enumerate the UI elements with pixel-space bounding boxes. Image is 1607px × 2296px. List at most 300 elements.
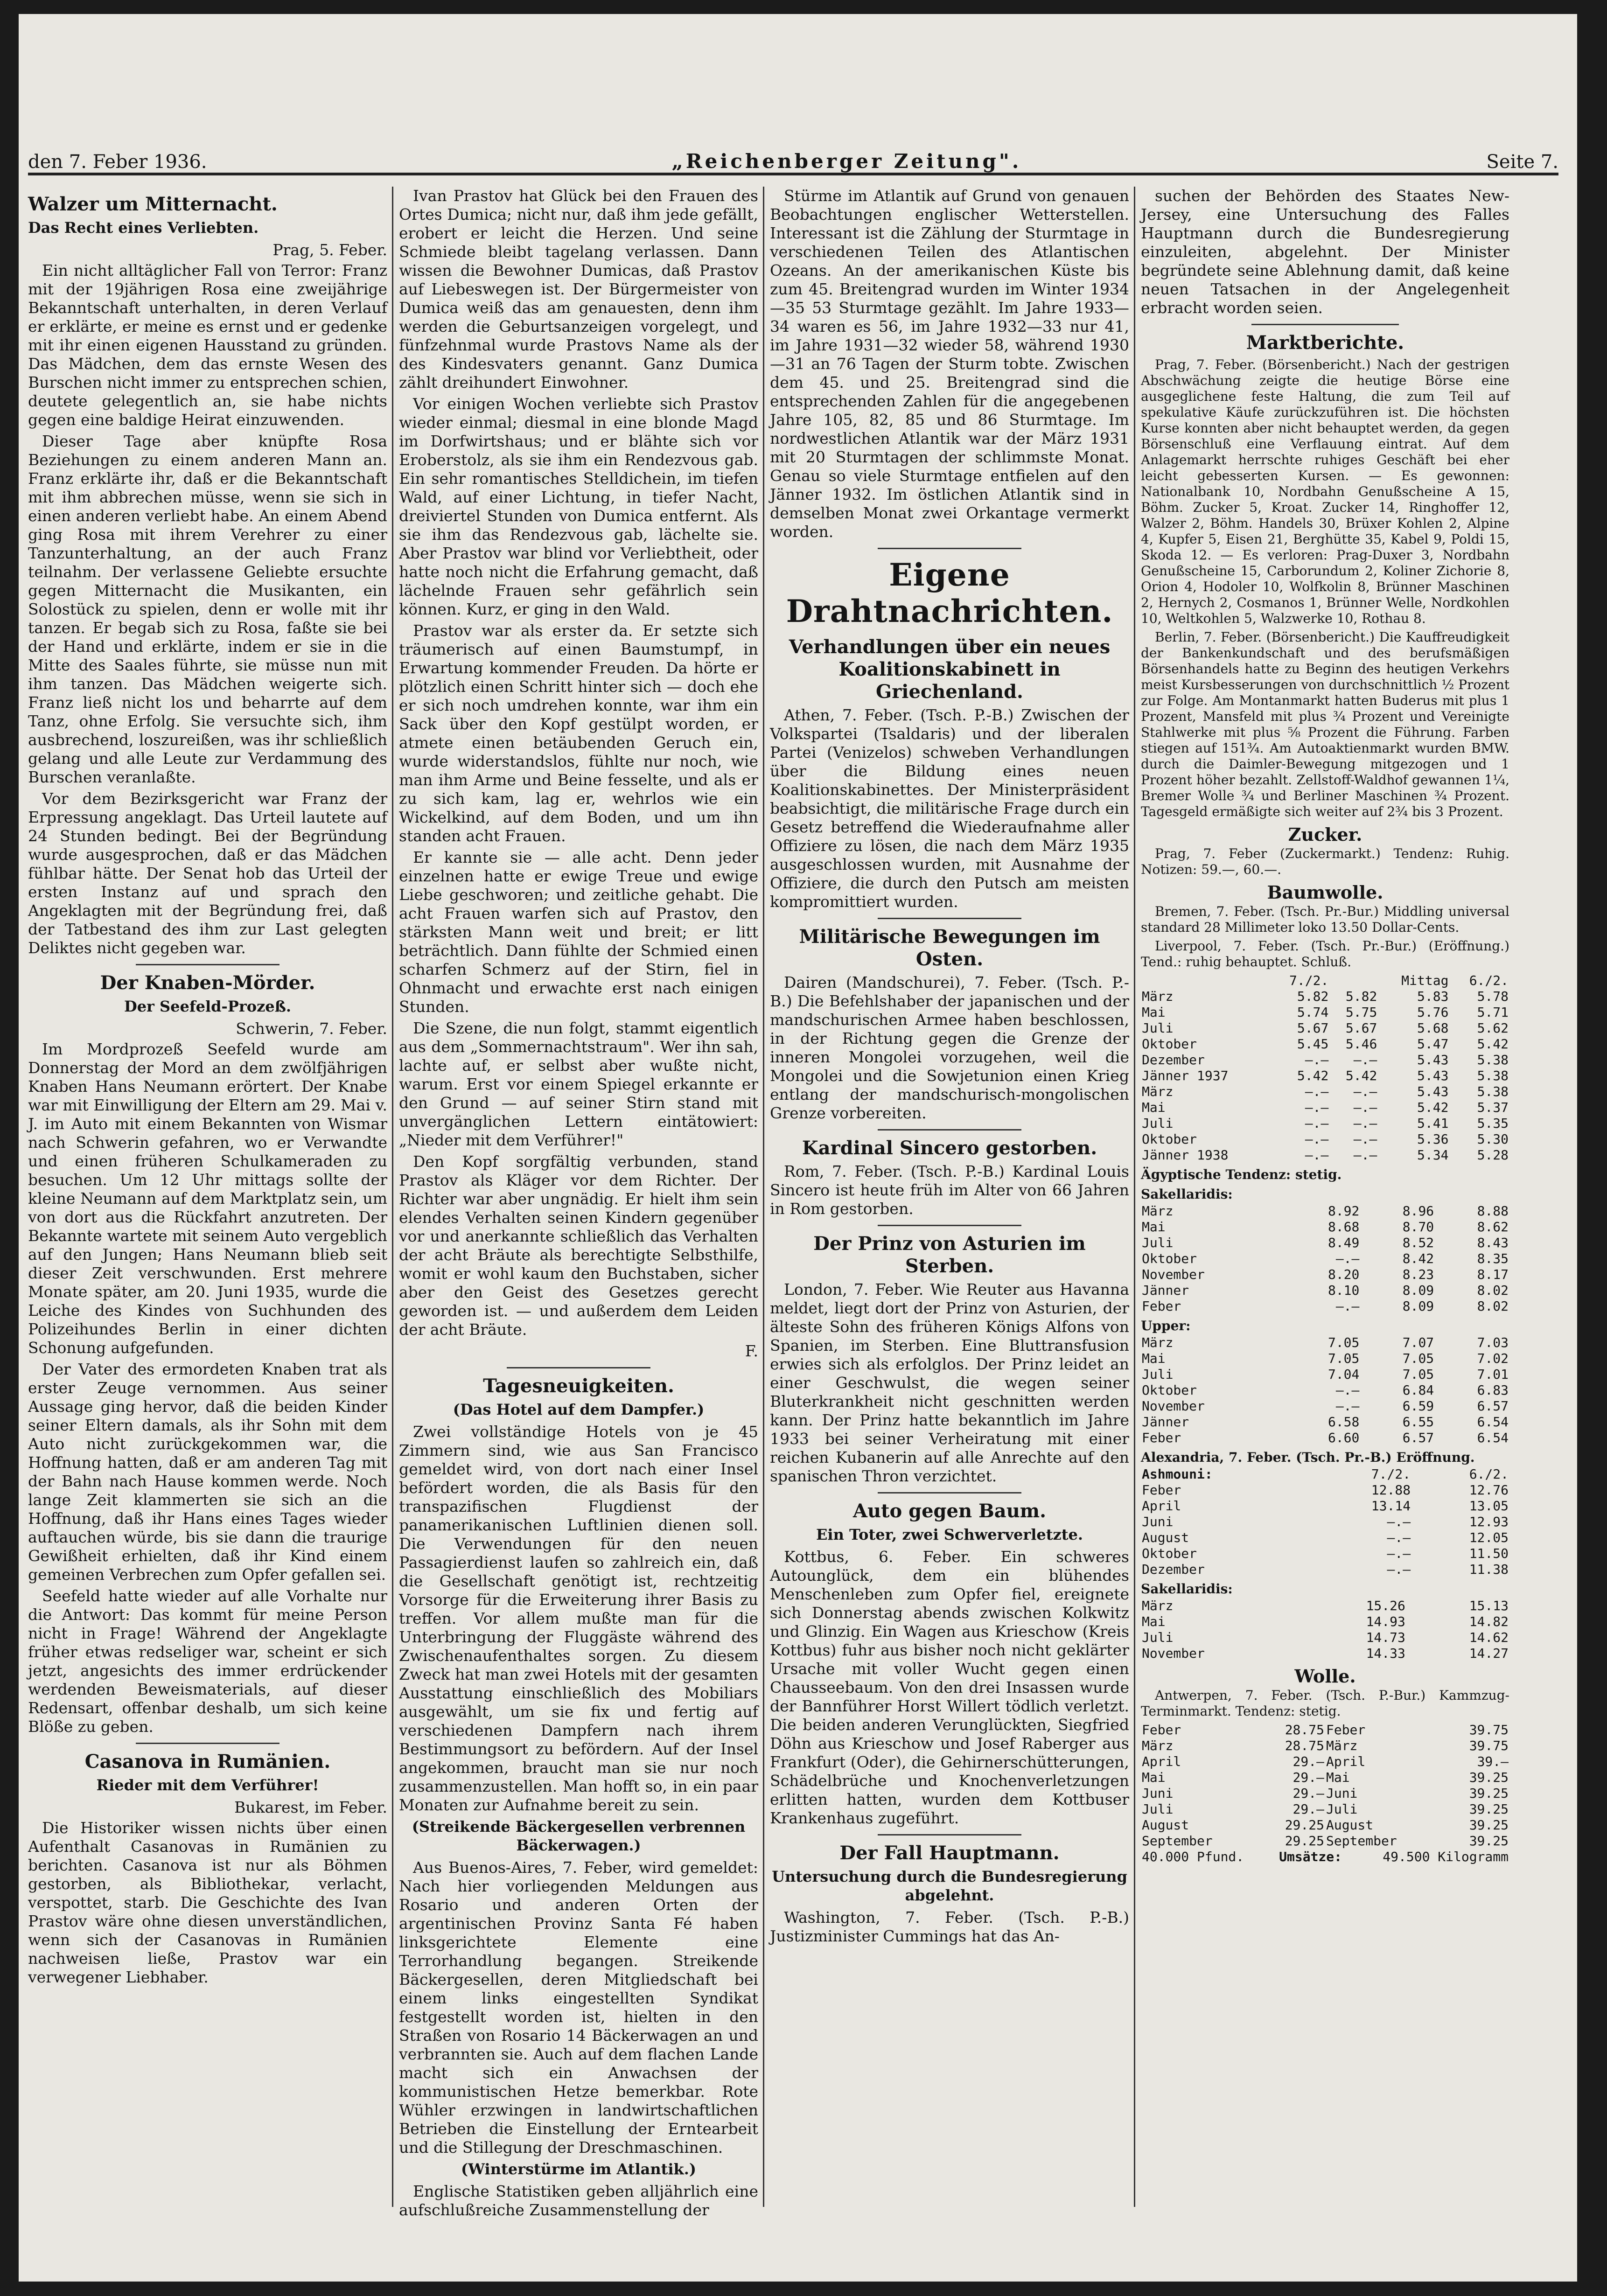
table-cell: 8.43: [1477, 1235, 1509, 1250]
table-cell: 29.—: [1293, 1754, 1324, 1769]
sugar-report: Prag, 7. Feber (Zuckermarkt.) Tendenz: Ruhig. Notizen: 59.—, 60.—.: [1141, 846, 1509, 877]
table-cell: Jänner 1937: [1142, 1068, 1229, 1083]
table-cell: 5.74: [1297, 1005, 1329, 1020]
table-row: [1141, 1482, 1509, 1498]
column-1: [28, 187, 387, 2207]
table-cell: Juli: [1142, 1116, 1174, 1131]
table-row: [1141, 1562, 1509, 1577]
table-cell: 11.50: [1469, 1546, 1509, 1561]
article-text: Athen, 7. Feber. (Tsch. P.-B.) Zwischen der Volkspartei (Tsaldaris) und der liberalen Partei (Venizelos) schweben Verhandlungen über die Bildung eines neuen Koalitionskabinettes. Der Ministerpräsident beabsichtigt, die militärische Frage durch ein Gesetz betreffend die Wiederaufnahme aller Offiziere zu lösen, die nach dem März 1935 ausgeschlossen wurden, mit Ausnahme der Offiziere, die durch den Putsch am meisten kompromittiert wurden.: [770, 706, 1129, 911]
table-row: [1141, 1005, 1509, 1020]
table-cell: 14.27: [1469, 1646, 1509, 1661]
page-header: [28, 131, 1558, 175]
table-row: [1141, 1786, 1509, 1801]
article-text: Prastov war als erster da. Er setzte sich träumerisch auf einen Baumstumpf, in Erwartung kommender Freuden. Da hörte er plötzlich einen Schritt hinter sich — doch ehe er sich noch umdrehen konnte, war ihm ein Sack über den Kopf gestülpt worden, er atmete einen betäubenden Geruch ein, wurde widerstandslos, fühlte nur noch, wie man ihm Arme und Beine fesselte, und als er zu sich kam, lag er, wehrlos wie ein Wickelkind, auf dem Boden, und um ihn standen acht Frauen.: [399, 621, 758, 845]
table-cell: 8.42: [1402, 1251, 1434, 1266]
table-cell: 14.73: [1366, 1630, 1405, 1645]
table-row: [1141, 1630, 1509, 1646]
table-cell: 7.05: [1328, 1351, 1360, 1366]
table-row: [1141, 1514, 1509, 1530]
section-title: Wolle.: [1294, 1666, 1356, 1687]
table-cell: 5.42: [1345, 1068, 1377, 1083]
table-cell: Oktober: [1142, 1036, 1197, 1052]
table-cell: Feber: [1326, 1722, 1366, 1738]
table-cell: 8.02: [1477, 1283, 1509, 1298]
table-cell: —.—: [1335, 1382, 1360, 1398]
table-cell: 7.07: [1402, 1335, 1434, 1350]
article-text: Aus Buenos-Aires, 7. Feber, wird gemeldet: Nach hier vorliegenden Meldungen aus Rosario und anderen Orten der argentinischen Provinz Santa Fé haben linksgerichtete Elemente eine Terrorhandlung begangen. Streikende Bäckergesellen, deren Mitgliedschaft bei einem links eingestellten Syndikat festgestellt worden ist, hielten in den Straßen von Rosario 14 Bäckerwagen an und verbrannten sie. Auch auf dem flachen Lande macht sich ein Anwachsen der kommunistischen Hetze bemerkbar. Rote Wühler erzwingen in landwirtschaftlichen Betrieben die Einstellung der Erntearbeit und die Stillegung der Dreschmaschinen.: [399, 1858, 758, 2156]
article-text: Vor dem Bezirksgericht war Franz der Erpressung angeklagt. Das Urteil lautete auf 24 Stunden bedingt. Bei der Begründung wurde ausgesprochen, daß er das Mädchen fühlbar hätte. Der Senat hob das Urteil der ersten Instanz auf und sprach den Angeklagten mit der Begründung frei, daß der Tatbestand des ihm zur Last gelegten Deliktes nicht gegeben war.: [28, 789, 387, 957]
table-group-label: Upper:: [1141, 1318, 1191, 1333]
table-header: [1141, 973, 1270, 989]
liverpool-rows: [1141, 989, 1509, 1163]
table-cell: 5.43: [1417, 1052, 1449, 1068]
table-header-row: [1141, 973, 1509, 989]
separator: [878, 918, 1021, 919]
separator: [878, 1492, 1021, 1493]
table-cell: 5.37: [1477, 1100, 1509, 1115]
table-cell: 5.42: [1297, 1068, 1329, 1083]
upper-table: [1141, 1335, 1509, 1446]
newspaper-title: „Reichenberger Zeitung".: [671, 150, 1022, 173]
table-cell: Mai: [1326, 1770, 1350, 1785]
cotton-liverpool: Liverpool, 7. Feber. (Tsch. Pr.-Bur.) (Eröffnung.) Tend.: ruhig behauptet. Schluß.: [1141, 938, 1509, 970]
market-report-prague: Prag, 7. Feber. (Börsenbericht.) Nach der gestrigen Abschwächung zeigte die heutige Börse eine ausgeglichene feste Haltung, die zum Teil auf spekulative Käufe zurückzuführen ist. Die höchsten Kurse konnten aber nicht behauptet werden, da gegen Börsenschluß eine Verflauung eintrat. Auf dem Anlagemarkt herrschte ruhiges Geschäft bei eher leicht gebesserten Kursen. — Es gewonnen: Nationalbank 10, Nordbahn Genußscheine A 15, Böhm. Zucker 5, Kroat. Zucker 14, Ringhoffer 12, Walzer 2, Böhm. Handels 30, Brüxer Kohlen 2, Alpine 4, Kupfer 5, Eisen 21, Berghütte 35, Kabel 9, Poldi 15, Skoda 12. — Es verloren: Prag-Duxer 3, Nordbahn Genußscheine 15, Carborundum 2, Koliner Zichorie 8, Orion 4, Hodoler 10, Wolfkolin 8, Brünner Maschinen 2, Hernych 2, Cosmanos 1, Brünner Welle, Nordkohlen 10, Weltkohlen 5, Walzwerke 10, Rothau 8.: [1141, 357, 1509, 626]
table-cell: November: [1142, 1398, 1205, 1414]
sakellaridis-table: [1141, 1203, 1509, 1314]
sales-label: Umsätze:: [1279, 1849, 1342, 1864]
table-cell: —.—: [1353, 1116, 1377, 1131]
wool-sales: [1141, 1849, 1509, 1865]
section-title: Baumwolle.: [1267, 882, 1383, 903]
separator: [878, 1834, 1021, 1835]
table-cell: 5.71: [1477, 1005, 1509, 1020]
table-cell: 8.17: [1477, 1267, 1509, 1282]
separator: [1251, 324, 1399, 325]
dateline: Bukarest, im Feber.: [234, 1798, 387, 1816]
table-row: [1141, 1430, 1509, 1446]
table-cell: 5.38: [1477, 1052, 1509, 1068]
table-cell: April: [1142, 1754, 1181, 1769]
article-subtitle: Rieder mit dem Verführer!: [96, 1776, 319, 1794]
table-cell: 39.25: [1469, 1817, 1509, 1833]
table-cell: Feber: [1142, 1722, 1181, 1738]
separator: [136, 1743, 279, 1744]
author-signature: F.: [745, 1342, 758, 1360]
article-text: Dieser Tage aber knüpfte Rosa Beziehungen zu einem anderen Mann an. Franz erklärte ihr, daß er die Bekanntschaft mit ihm abbrechen müsse, wenn sie sich in einen anderen verliebt habe. An einem Abend ging Rosa mit ihrem Verehrer zu einer Tanzunterhaltung, an der auch Franz teilnahm. Der verlassene Geliebte ersuchte gegen Mitternacht die Musikanten, ein Solostück zu spielen, denn er wolle mit ihr tanzen. Er begab sich zu Rosa, faßte sie bei der Hand und erklärte, indem er sie in die Mitte des Saales führte, sie müsse nun mit ihm tanzen. Das Mädchen weigerte sich. Franz ließ nicht los und beharrte auf dem Tanz, ohne Erfolg. Sie versuchte sich, ihm ausbrechend, loszureißen, was ihr schließlich gelang und alle Leute zur Verdammung des Burschen veranlaßte.: [28, 432, 387, 786]
table-cell: 8.49: [1328, 1235, 1360, 1250]
table-cell: 11.38: [1469, 1562, 1509, 1577]
table-cell: 6.58: [1328, 1414, 1360, 1430]
table-cell: Feber: [1142, 1298, 1181, 1314]
table-header: 7./2.: [1371, 1466, 1411, 1482]
table-cell: 14.33: [1366, 1646, 1405, 1661]
table-cell: —.—: [1305, 1084, 1329, 1099]
table-cell: —.—: [1387, 1562, 1411, 1577]
table-row: [1141, 1351, 1509, 1367]
table-cell: Jänner: [1142, 1283, 1189, 1298]
table-cell: 29.25: [1285, 1833, 1324, 1849]
article-text: Stürme im Atlantik auf Grund von genauen Beobachtungen englischer Wetterstellen. Interessant ist die Zählung der Sturmtage in verschiedenen Teilen des Atlantischen Ozeans. An der amerikanischen Küste bis zum 45. Breitengrad wurden im Winter 1934—35 53 Sturmtage gezählt. Im Jahre 1933—34 waren es 56, im Jahre 1932—33 nur 41, im Jahre 1931—32 wieder 58, während 1930—31 an 76 Tagen der Sturm tobte. Zwischen dem 45. und 25. Breitengrad sind die entsprechenden Zahlen für die angegebenen Jahre 105, 82, 85 und 86 Sturmtage. Im nordwestlichen Atlantik war der März 1931 mit 20 Sturmtagen der schlimmste Monat. Genau so viele Sturmtage entfielen auf den Jänner 1932. Im östlichen Atlantik sind in demselben Monat zwei Orkantage vermerkt worden.: [770, 187, 1129, 541]
table-cell: 15.13: [1469, 1598, 1509, 1613]
table-cell: —.—: [1353, 1100, 1377, 1115]
table-group-label: Sakellaridis:: [1141, 1581, 1233, 1597]
article-text: Die Historiker wissen nichts über einen Aufenthalt Casanovas in Rumänien zu berichten. Casanova ist nur als Böhmen gestorben, als Bibliothekar, verlacht, verspottet, starb. Die Geschichte des Ivan Prastov wäre ohne diesen unverständlichen, wenn sich der Casanovas in Rumänien nachweisen ließe, Prastov war ein verwegener Liebhaber.: [28, 1819, 387, 1986]
table-cell: 5.38: [1477, 1084, 1509, 1099]
table-cell: 7.05: [1328, 1335, 1360, 1350]
table-cell: 6.59: [1402, 1398, 1434, 1414]
column-4: [1141, 187, 1509, 2207]
table-cell: 39.25: [1469, 1770, 1509, 1785]
article-text: Englische Statistiken geben alljährlich eine aufschlußreiche Zusammenstellung der: [399, 2182, 758, 2219]
column-rule: [763, 187, 764, 2207]
column-2: [399, 187, 758, 2219]
table-row: [1141, 1036, 1509, 1052]
table-cell: 8.88: [1477, 1203, 1509, 1219]
article-subtitle: Untersuchung durch die Bundesregierung abgelehnt.: [772, 1868, 1127, 1904]
table-cell: Juli: [1142, 1020, 1174, 1036]
table-cell: —.—: [1305, 1116, 1329, 1131]
table-cell: 5.36: [1417, 1131, 1449, 1147]
table-row: [1141, 1770, 1509, 1786]
table-cell: 14.82: [1469, 1614, 1509, 1629]
table-header: [1329, 973, 1378, 989]
table-cell: 29.—: [1293, 1786, 1324, 1801]
table-row: [1141, 1754, 1509, 1770]
table-cell: 5.28: [1477, 1147, 1509, 1163]
table-row: [1141, 1738, 1509, 1754]
table-cell: März: [1326, 1738, 1358, 1753]
table-row: [1141, 1614, 1509, 1630]
dateline: Prag, 5. Feber.: [272, 241, 387, 259]
table-row: [1141, 1052, 1509, 1068]
table-cell: April: [1326, 1754, 1366, 1769]
separator: [878, 548, 1021, 549]
page-number: Seite 7.: [1486, 151, 1558, 173]
separator: [136, 964, 279, 965]
table-cell: —.—: [1305, 1052, 1329, 1068]
table-cell: November: [1142, 1267, 1205, 1282]
article-title: Der Prinz von Asturien im Sterben.: [813, 1233, 1086, 1277]
table-cell: März: [1142, 989, 1174, 1004]
table-cell: März: [1142, 1598, 1174, 1613]
table-row: [1141, 1398, 1509, 1414]
table-cell: 5.30: [1477, 1131, 1509, 1147]
item-heading: (Winterstürme im Atlantik.): [461, 2160, 696, 2178]
article-subtitle: Ein Toter, zwei Schwerverletzte.: [816, 1526, 1083, 1543]
article-title: Auto gegen Baum.: [852, 1500, 1047, 1522]
table-cell: Oktober: [1142, 1251, 1197, 1266]
table-cell: Juli: [1142, 1235, 1174, 1250]
table-cell: 5.35: [1477, 1116, 1509, 1131]
article-text: Kottbus, 6. Feber. Ein schweres Autounglück, dem ein blühendes Menschenleben zum Opfer fiel, ereignete sich Donnerstag abends zwischen Kolkwitz und Glinzig. Ein Wagen aus Krieschow (Kreis Kottbus) fuhr aus bisher noch nicht geklärter Ursache mit voller Wucht gegen einen Chausseebaum. Von den drei Insassen wurde der Bannführer Horst Willert tödlich verletzt. Die beiden anderen Verunglückten, Siegfried Döhn aus Krieschow und Josef Raberger aus Frankfurt (Oder), die Gehirnerschütterungen, Schädelbrüche und Knochenverletzungen erlitten hatten, wurden dem Kottbuser Krankenhaus zugeführt.: [770, 1548, 1129, 1827]
column-rule: [392, 187, 393, 2207]
table-cell: Dezember: [1142, 1562, 1205, 1577]
table-row: [1141, 1801, 1509, 1817]
table-cell: 8.62: [1477, 1219, 1509, 1235]
table-cell: Juli: [1142, 1801, 1174, 1817]
table-group-label: Sakellaridis:: [1141, 1186, 1233, 1202]
table-cell: Mai: [1142, 1005, 1166, 1020]
table-cell: 5.42: [1417, 1100, 1449, 1115]
table-cell: 12.05: [1469, 1530, 1509, 1545]
article-title: Kardinal Sincero gestorben.: [802, 1137, 1097, 1159]
table-cell: —.—: [1335, 1298, 1360, 1314]
table-cell: September: [1142, 1833, 1213, 1849]
sales-left: 40.000 Pfund.: [1142, 1849, 1244, 1864]
table-row: [1141, 1147, 1509, 1163]
table-row: [1141, 1530, 1509, 1546]
table-cell: —.—: [1353, 1131, 1377, 1147]
table-cell: 5.34: [1417, 1147, 1449, 1163]
table-cell: 6.60: [1328, 1430, 1360, 1445]
table-row: [1141, 1382, 1509, 1398]
table-cell: —.—: [1387, 1530, 1411, 1545]
table-cell: 6.55: [1402, 1414, 1434, 1430]
table-cell: 7.02: [1477, 1351, 1509, 1366]
table-cell: 6.54: [1477, 1430, 1509, 1445]
table-cell: 8.92: [1328, 1203, 1360, 1219]
article-title: Der Fall Hauptmann.: [839, 1842, 1060, 1864]
table-cell: 13.05: [1469, 1498, 1509, 1514]
table-cell: September: [1326, 1833, 1397, 1849]
table-cell: 7.05: [1402, 1351, 1434, 1366]
table-cell: 12.76: [1469, 1482, 1509, 1498]
table-cell: 8.70: [1402, 1219, 1434, 1235]
article-title: Militärische Bewegungen im Osten.: [799, 926, 1100, 970]
article-text: suchen der Behörden des Staates New-Jersey, eine Untersuchung des Falles Hauptmann durch die Bundesregierung einzuleiten, abgelehnt. Der Minister begründete seine Ablehnung damit, daß keine neuen Tatsachen in der Angelegenheit erbracht worden seien.: [1141, 187, 1509, 317]
item-heading: (Streikende Bäckergesellen verbrennen Bäckerwagen.): [412, 1818, 746, 1854]
article-text: Er kannte sie — alle acht. Denn jeder einzelnen hatte er ewige Treue und ewige Liebe geschworen; und zeitliche gehabt. Die acht Frauen warfen sich auf Prastov, den stärksten Mann weit und breit; er litt beträchtlich. Dann fühlte der Schmied einen scharfen Schmerz auf der Stirn, fiel in Ohnmacht und erwachte erst nach einigen Stunden.: [399, 848, 758, 1016]
table-row: [1141, 1131, 1509, 1147]
table-cell: 5.67: [1345, 1020, 1377, 1036]
table-header: 6./2.: [1469, 1466, 1509, 1482]
article-text: Seefeld hatte wieder auf alle Vorhalte nur die Antwort: Das kommt für meine Person nicht in Frage! Während der Angeklagte früher etwas redseliger war, scheint er sich jetzt, angesichts des immer erdrückender werdenden Beweismaterials, auf dieser Redensart, offenbar deshalb, um sich keine Blöße zu geben.: [28, 1587, 387, 1736]
table-cell: 8.09: [1402, 1298, 1434, 1314]
table-cell: Mai: [1142, 1219, 1166, 1235]
table-cell: 7.04: [1328, 1367, 1360, 1382]
sakellaridis-2-table: [1141, 1598, 1509, 1661]
table-row: [1141, 1849, 1509, 1865]
table-row: [1141, 1833, 1509, 1849]
table-row: [1141, 1298, 1509, 1314]
table-cell: Juli: [1142, 1630, 1174, 1645]
table-group-label: Ashmouni:: [1142, 1466, 1213, 1482]
table-cell: 5.82: [1297, 989, 1329, 1004]
wool-report: Antwerpen, 7. Feber. (Tsch. P.-Bur.) Kammzug-Terminmarkt. Tendenz: stetig.: [1141, 1688, 1509, 1719]
table-cell: März: [1142, 1335, 1174, 1350]
article-text: Washington, 7. Feber. (Tsch. P.-B.) Justizminister Cummings hat das An-: [770, 1908, 1129, 1945]
table-cell: 29.25: [1285, 1817, 1324, 1833]
table-cell: Juni: [1142, 1514, 1174, 1529]
table-cell: 8.68: [1328, 1219, 1360, 1235]
table-row: [1141, 1251, 1509, 1267]
table-cell: Juli: [1326, 1801, 1358, 1817]
table-cell: 7.05: [1402, 1367, 1434, 1382]
table-cell: —.—: [1335, 1251, 1360, 1266]
table-cell: 5.46: [1345, 1036, 1377, 1052]
market-report-berlin: Berlin, 7. Feber. (Börsenbericht.) Die Kauffreudigkeit der Bankenkundschaft und des berufsmäßigen Börsenhandels hatte zu Beginn des heutigen Verkehrs meist Kursbesserungen von durchschnittlich ½ Prozent zur Folge. Am Montanmarkt hatten Buderus mit plus 1 Prozent, Mansfeld mit plus ¾ Prozent und Vereinigte Stahlwerke mit plus ⅝ Prozent die Führung. Farben stiegen auf 151¾. Am Autoaktienmarkt wurden BMW. durch die Daimler-Bewegung mitgezogen und 1 Prozent höher bezahlt. Zellstoff-Waldhof gewannen 1¼, Bremer Wolle ¾ und Berliner Maschinen ¾ Prozent. Tagesgeld ermäßigte sich weiter auf 2¾ bis 3 Prozent.: [1141, 629, 1509, 819]
table-cell: 5.78: [1477, 989, 1509, 1004]
table-cell: 12.93: [1469, 1514, 1509, 1529]
table-row: [1141, 1367, 1509, 1382]
table-cell: 28.75: [1285, 1722, 1324, 1738]
table-cell: Jänner: [1142, 1414, 1189, 1430]
table-cell: 14.62: [1469, 1630, 1509, 1645]
table-cell: 8.09: [1402, 1283, 1434, 1298]
table-cell: Mai: [1142, 1614, 1166, 1629]
table-cell: Oktober: [1142, 1382, 1197, 1398]
table-cell: —.—: [1353, 1147, 1377, 1163]
table-cell: 8.23: [1402, 1267, 1434, 1282]
table-cell: —.—: [1353, 1052, 1377, 1068]
table-cell: 39.—: [1477, 1754, 1509, 1769]
table-cell: 5.83: [1417, 989, 1449, 1004]
table-cell: —.—: [1387, 1546, 1411, 1561]
table-cell: August: [1326, 1817, 1374, 1833]
article-title: Casanova in Rumänien.: [84, 1751, 331, 1773]
separator: [507, 1367, 650, 1368]
column-3: [770, 187, 1129, 2207]
article-text: Den Kopf sorgfältig verbunden, stand Prastov als Kläger vor dem Richter. Der Richter war aber ungnädig. Er hielt ihm sein elendes Verhalten seinen Kindern gegenüber vor und anerkannte schließlich das Verhalten der acht Bräute als berechtigte Selbsthilfe, womit er wohl kaum den Buchstaben, sicher aber den Geist des Gesetzes gerecht geworden ist. — und außerdem dem Leiden der acht Bräute.: [399, 1152, 758, 1339]
table-header: 7./2.: [1289, 973, 1329, 988]
table-cell: 39.25: [1469, 1801, 1509, 1817]
table-cell: Oktober: [1142, 1131, 1197, 1147]
table-cell: Mai: [1142, 1100, 1166, 1115]
table-cell: —.—: [1353, 1084, 1377, 1099]
article-text: Im Mordprozeß Seefeld wurde am Donnerstag der Mord an dem zwölfjährigen Knaben Hans Neumann erörtert. Der Knabe war mit Einwilligung der Eltern am 29. Mai v. J. im Auto mit einem Bekannten von Wismar nach Schwerin gefahren, wo er Verwandte und einen früheren Schulkameraden zu besuchen. Um 12 Uhr mittags sollte der kleine Neumann auf dem Marktplatz sein, um von dort aus die Rückfahrt anzutreten. Der Bekannte wartete mit seinem Auto vergeblich auf den Jungen; Hans Neumann blieb seit dieser Zeit verschwunden. Erst mehrere Monate später, am 20. Juni 1935, wurde die Leiche des Kindes von Suchhunden des Polizeihundes Berlin in einer dichten Schonung aufgefunden.: [28, 1040, 387, 1357]
table-cell: 5.68: [1417, 1020, 1449, 1036]
table-cell: 39.25: [1469, 1833, 1509, 1849]
table-cell: —.—: [1387, 1514, 1411, 1529]
table-cell: 39.75: [1469, 1722, 1509, 1738]
egypt-tendency: Ägyptische Tendenz: stetig.: [1141, 1167, 1342, 1182]
ashmouni-table: [1141, 1466, 1509, 1577]
table-row: [1141, 1722, 1509, 1738]
table-cell: März: [1142, 1084, 1174, 1099]
table-cell: 5.45: [1297, 1036, 1329, 1052]
article-title: Verhandlungen über ein neues Koalitionskabinett in Griechenland.: [789, 636, 1111, 703]
article-text: Der Vater des ermordeten Knaben trat als erster Zeuge vernommen. Aus seiner Aussage ging hervor, daß die beiden Kinder seiner Eltern damals, als ihr Sohn mit dem Auto nicht zurückgekommen war, die Hoffnung hatten, daß er am anderen Tag mit der Bahn nach Hause kommen werde. Noch lange Zeit klammerten sie sich an die Hoffnung, daß ihr Hans eines Tages wieder auftauchen würde, bis sie dann die traurige Gewißheit erhielten, daß ihr Kind einem gemeinen Verbrechen zum Opfer gefallen sei.: [28, 1360, 387, 1584]
newspaper-page: [19, 14, 1577, 2282]
table-cell: 28.75: [1285, 1738, 1324, 1753]
table-cell: 8.20: [1328, 1267, 1360, 1282]
table-header: 6./2.: [1469, 973, 1509, 988]
article-text: London, 7. Feber. Wie Reuter aus Havanna meldet, liegt dort der Prinz von Asturien, der älteste Sohn des früheren Königs Alfons von Spanien, im Sterben. Eine Bluttransfusion erwies sich als erfolglos. Der Prinz leidet an einer Geschwulst, die wegen seiner Bluterkrankheit nicht geschnitten werden kann. Der Prinz hatte bekanntlich im Jahre 1933 bei seiner Verheiratung mit einer reichen Kubanerin auf alle Anrechte auf den spanischen Thron verzichtet.: [770, 1280, 1129, 1485]
table-row: [1141, 1203, 1509, 1219]
table-cell: 39.25: [1469, 1786, 1509, 1801]
table-cell: 8.02: [1477, 1298, 1509, 1314]
article-subtitle: Das Recht eines Verliebten.: [28, 219, 259, 237]
table-cell: August: [1142, 1817, 1189, 1833]
table-cell: 5.62: [1477, 1020, 1509, 1036]
table-row: [1141, 989, 1509, 1005]
article-text: Ein nicht alltäglicher Fall von Terror: Franz mit der 19jährigen Rosa eine zweijährige Bekanntschaft unterhalten, in deren Verlauf er erklärte, er meine es ernst und er gedenke mit ihr einen eigenen Hausstand zu gründen. Das Mädchen, dem das ernste Wesen des Burschen nicht immer zu entsprechen schien, deutete gelegentlich an, sie habe nichts gegen eine baldige Heirat einzuwenden.: [28, 261, 387, 429]
table-row: [1141, 1817, 1509, 1833]
table-cell: März: [1142, 1738, 1174, 1753]
column-rule: [1134, 187, 1135, 2207]
section-title: Zucker.: [1288, 824, 1362, 845]
table-cell: Feber: [1142, 1482, 1181, 1498]
table-cell: —.—: [1305, 1100, 1329, 1115]
table-cell: Dezember: [1142, 1052, 1205, 1068]
cotton-bremen: Bremen, 7. Feber. (Tsch. Pr.-Bur.) Middling universal standard 28 Millimeter loko 13.50 Dollar-Cents.: [1141, 904, 1509, 935]
table-cell: 8.96: [1402, 1203, 1434, 1219]
header-date: den 7. Feber 1936.: [28, 151, 207, 173]
table-row: [1141, 1498, 1509, 1514]
section-banner: Eigene Drahtnachrichten.: [786, 557, 1113, 629]
table-cell: 5.41: [1417, 1116, 1449, 1131]
table-row: [1141, 1084, 1509, 1100]
article-text: Vor einigen Wochen verliebte sich Prastov wieder einmal; diesmal in eine blonde Magd im Dorfwirtshaus; und er blähte sich vor Eroberstolz, als sie ihm ein Rendezvous gab. Ein sehr romantisches Stelldichein, im tiefen Wald, auf einer Lichtung, in tiefer Nacht, dreiviertel Stunden von Dumica entfernt. Als sie ihm das Rendezvous gab, lächelte sie. Aber Prastov war blind vor Verliebtheit, oder hatte noch nicht die Erfahrung gemacht, daß lächelnde Frauen sehr gefährlich sein können. Kurz, er ging in den Wald.: [399, 395, 758, 618]
table-cell: 5.82: [1345, 989, 1377, 1004]
liverpool-table: [1141, 973, 1509, 1163]
table-cell: 6.54: [1477, 1414, 1509, 1430]
table-cell: April: [1142, 1498, 1181, 1514]
article-title: Der Knaben-Mörder.: [100, 972, 315, 994]
table-cell: 13.14: [1371, 1498, 1411, 1514]
table-cell: —.—: [1305, 1131, 1329, 1147]
table-row: [1141, 1598, 1509, 1614]
item-heading: (Das Hotel auf dem Dampfer.): [453, 1401, 705, 1418]
table-cell: Mai: [1142, 1770, 1166, 1785]
table-cell: 6.57: [1477, 1398, 1509, 1414]
table-cell: März: [1142, 1203, 1174, 1219]
table-row: [1141, 1283, 1509, 1298]
table-cell: 7.03: [1477, 1335, 1509, 1350]
table-cell: Juni: [1142, 1786, 1174, 1801]
table-cell: 15.26: [1366, 1598, 1405, 1613]
table-cell: 39.75: [1469, 1738, 1509, 1753]
table-row: [1141, 1546, 1509, 1562]
table-cell: August: [1142, 1530, 1189, 1545]
table-row: [1141, 1646, 1509, 1661]
separator: [878, 1225, 1021, 1226]
table-row: [1141, 1414, 1509, 1430]
table-cell: —.—: [1305, 1147, 1329, 1163]
table-cell: 5.75: [1345, 1005, 1377, 1020]
table-cell: Feber: [1142, 1430, 1181, 1445]
wool-table: [1141, 1722, 1509, 1849]
table-cell: 8.52: [1402, 1235, 1434, 1250]
table-cell: 14.93: [1366, 1614, 1405, 1629]
table-cell: 12.88: [1371, 1482, 1411, 1498]
table-cell: November: [1142, 1646, 1205, 1661]
table-row: [1141, 1116, 1509, 1131]
table-row: [1141, 1219, 1509, 1235]
table-cell: 5.67: [1297, 1020, 1329, 1036]
article-subtitle: Der Seefeld-Prozeß.: [124, 998, 292, 1015]
table-cell: 7.01: [1477, 1367, 1509, 1382]
table-cell: 6.57: [1402, 1430, 1434, 1445]
sales-right: 49.500 Kilogramm: [1383, 1849, 1509, 1864]
table-cell: 5.42: [1477, 1036, 1509, 1052]
article-text: Ivan Prastov hat Glück bei den Frauen des Ortes Dumica; nicht nur, daß ihm jede gefällt, erobert er leicht die Herzen. Und seine Schmiede bleibt tagelang verlassen. Dann wissen die Bewohner Dumicas, daß Prastov auf Liebeswegen ist. Der Bürgermeister von Dumica weiß das am genauesten, denn ihm werden die Geburtsanzeigen vorgelegt, und fünfzehnmal wurde Prastovs Name als der des Kindesvaters genannt. Ganz Dumica zählt dreihundert Einwohner.: [399, 187, 758, 391]
table-cell: 8.35: [1477, 1251, 1509, 1266]
table-cell: 5.43: [1417, 1068, 1449, 1083]
table-cell: 8.10: [1328, 1283, 1360, 1298]
table-cell: 5.47: [1417, 1036, 1449, 1052]
table-cell: —.—: [1335, 1398, 1360, 1414]
table-cell: 6.83: [1477, 1382, 1509, 1398]
table-row: [1141, 1068, 1509, 1084]
table-cell: Juli: [1142, 1367, 1174, 1382]
table-cell: 5.43: [1417, 1084, 1449, 1099]
table-cell: 5.76: [1417, 1005, 1449, 1020]
article-text: Zwei vollständige Hotels von je 45 Zimmern sind, wie aus San Francisco gemeldet wird, von dort nach einer Insel befördert worden, die als Basis für den transpazifischen Flugdienst der panamerikanischen Luftlinien dienen soll. Die Verwendungen für den neuen Passagierdienst laufen so zahlreich ein, daß die Gesellschaft genötigt ist, rechtzeitig Vorsorge für die Erweiterung ihrer Basis zu treffen. Vor allem mußte man für die Unterbringung der Fluggäste während des Zwischenaufenthaltes sorgen. Zu diesem Zweck hat man zwei Hotels mit der gesamten Ausstattung einschließlich des Mobiliars ausgewählt, um sie fix und fertig auf verschiedenen Dampfern nach ihrem Bestimmungsort zu befördern. Auf der Insel angekommen, braucht man sie nur noch zusammenzustellen. Man hofft so, in ein paar Monaten zur Aufnahme bereit zu sein.: [399, 1423, 758, 1814]
section-title: Marktberichte.: [1246, 332, 1404, 354]
table-cell: 29.—: [1293, 1801, 1324, 1817]
